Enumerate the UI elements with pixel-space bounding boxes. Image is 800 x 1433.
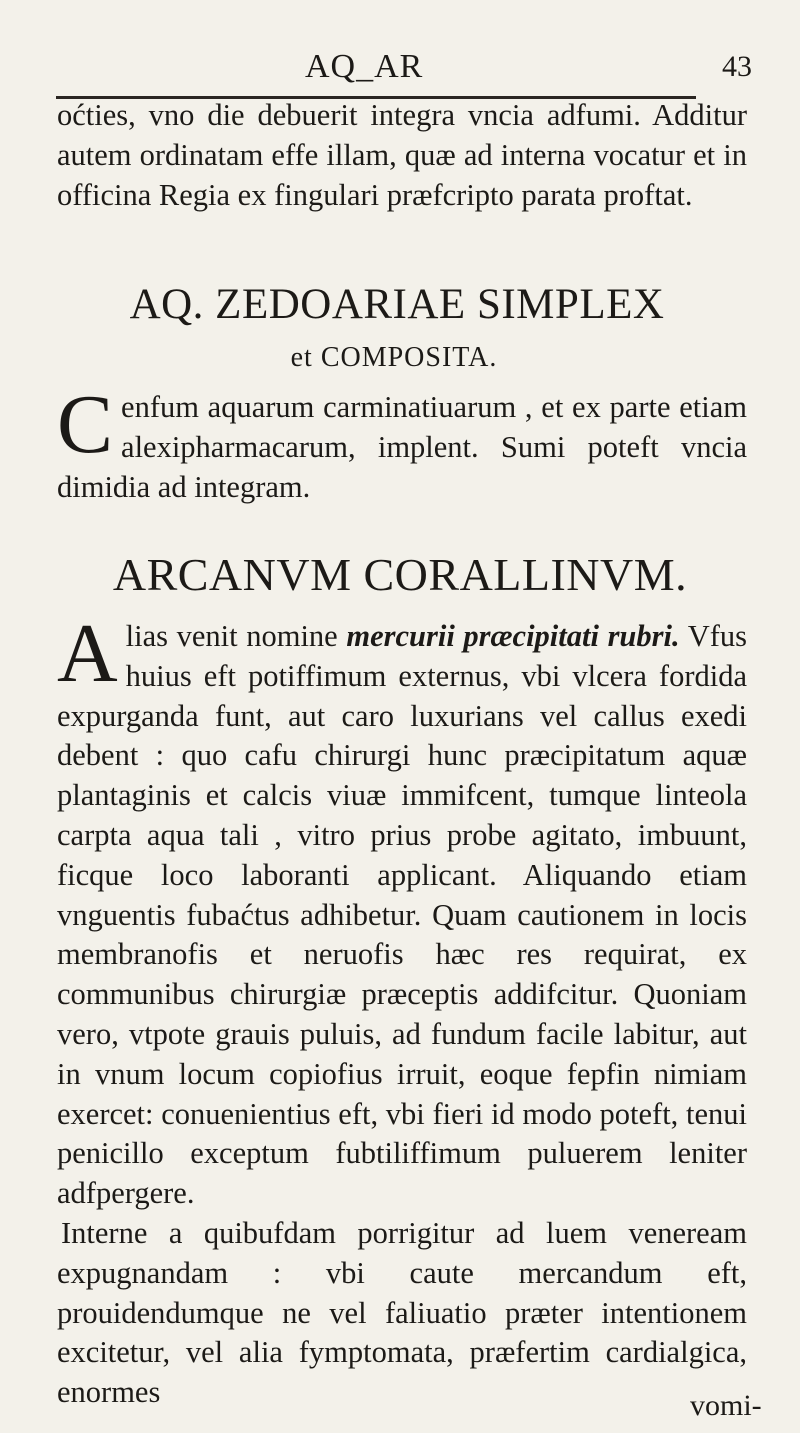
drop-cap: A bbox=[57, 607, 118, 700]
intro-text: oćties, vno die debuerit integra vncia adfumi. Additur autem ordinatam effe illam, quæ ad interna vocatur et in officina Regia ex fingulari præfcripto parata proftat. bbox=[57, 98, 747, 212]
entry-text: Vfus huius eft potiffimum externus, vbi vlcera fordida expurganda funt, aut caro luxurians vel callus exedi debent : quo cafu chirurgi hunc præcipitatum aquæ plantaginis et calcis viuæ immifcent, tumque linteola carpta aqua tali , vitro prius probe agitato, imbuunt, ficque loco laboranti applicant. Aliquando etiam vnguentis fubaćtus adhibetur. Quam cautionem in locis membranofis et neruofis hæc res requirat, ex communibus chirurgiæ præceptis addifcitur. Quoniam vero, vtpote grauis puluis, ad fundum facile labitur, aut in vnum locum copiofius irruit, eoque fepfin nimiam exercet: conuenientius eft, vbi fieri id modo poteft, tenui penicillo exceptum fubtiliffimum puluerem leniter adfpergere. bbox=[57, 619, 747, 1211]
running-head: AQ_AR bbox=[305, 48, 424, 85]
catchword: vomi- bbox=[690, 1389, 762, 1422]
entry-title-arcanum: ARCANVM CORALLINVM. bbox=[112, 549, 688, 600]
intro-paragraph bbox=[57, 96, 747, 215]
page-number: 43 bbox=[722, 50, 752, 83]
entry-subtitle-composita: et COMPOSITA. bbox=[290, 342, 498, 373]
entry-body-arcanum bbox=[57, 607, 747, 1413]
entry-text-interne: Interne a quibufdam porrigitur ad luem veneream expugnandam : vbi caute mercandum eft, prouidendumque ne vel faliuatio præter intentionem excitetur, vel alia fymptomata, præfertim cardialgica, enormes bbox=[57, 1215, 747, 1410]
entry-body-zedoariae bbox=[57, 378, 747, 507]
entry-lead-italic: mercurii præcipitati rubri. bbox=[346, 619, 680, 653]
entry-lead: lias venit nomine bbox=[125, 619, 347, 653]
drop-cap: C bbox=[57, 378, 114, 471]
entry-title-zedoariae: AQ. ZEDOARIAE SIMPLEX bbox=[129, 281, 665, 328]
entry-text: enfum aquarum carminatiuarum , et ex parte etiam alexipharmacarum, implent. Sumi poteft vncia dimidia ad integram. bbox=[57, 390, 747, 504]
page-header bbox=[0, 44, 800, 90]
